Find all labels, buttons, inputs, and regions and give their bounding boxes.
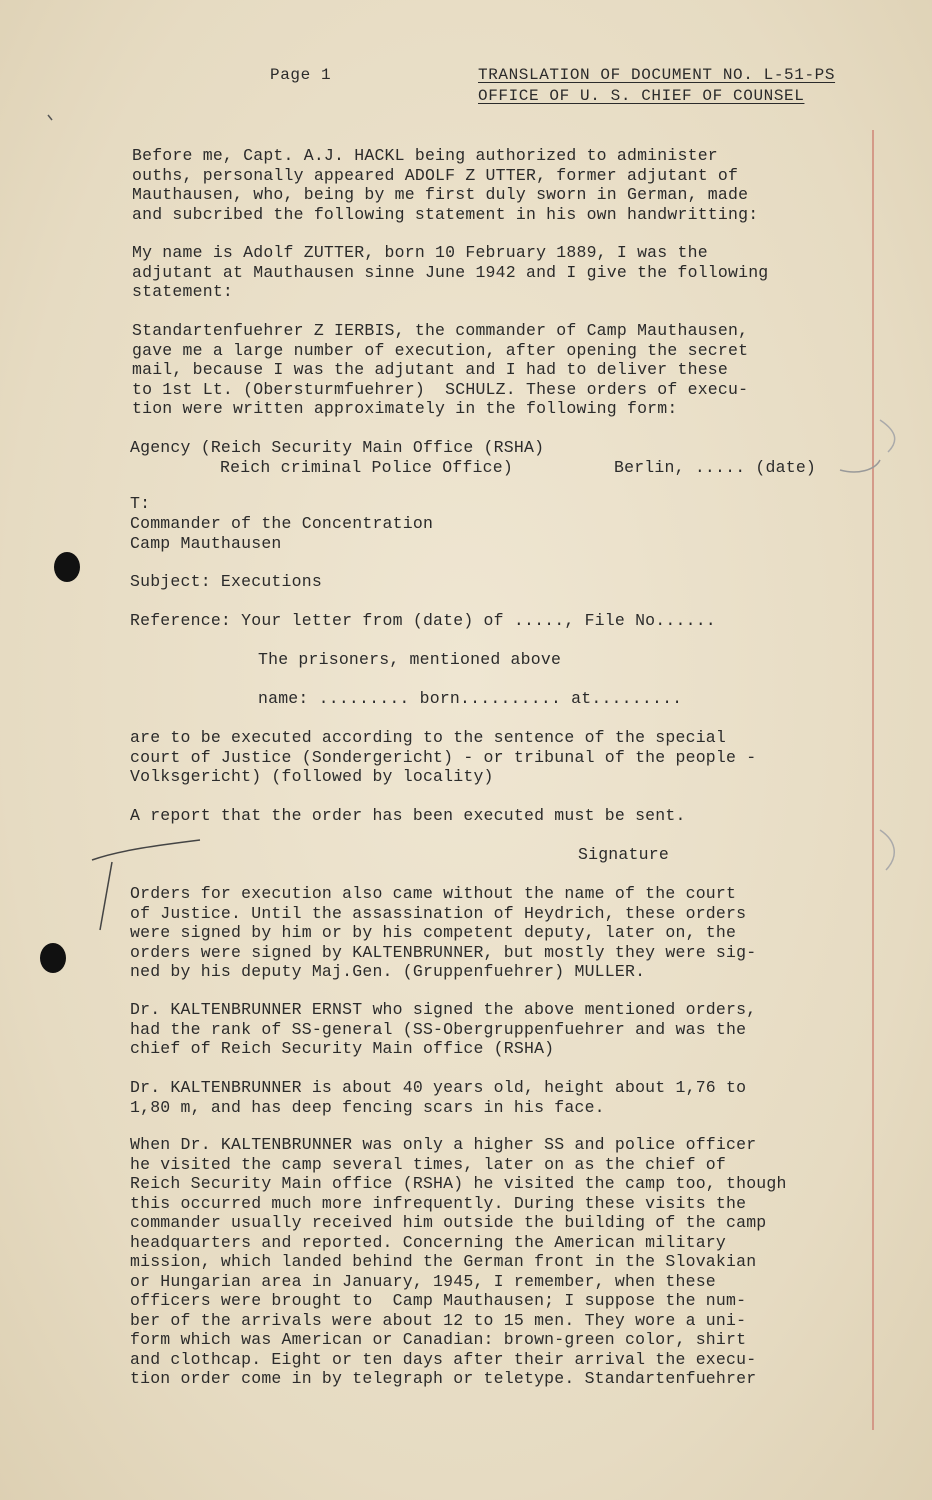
para-visits-6: headquarters and reported. Concerning the American military (130, 1232, 726, 1252)
para-visits-10: ber of the arrivals were about 12 to 15 men. They wore a uni- (130, 1310, 747, 1330)
punch-hole-top (54, 552, 80, 582)
name-born-line: name: ......... born.......... at......... (258, 689, 683, 708)
reference-line: Reference: Your letter from (date) of ....., File No...... (130, 611, 716, 630)
document-title: TRANSLATION OF DOCUMENT NO. L-51-PS (478, 66, 836, 84)
para-orders-2: gave me a large number of execution, after opening the secret (132, 340, 749, 360)
para-execution-2: of Justice. Until the assassination of Heydrich, these orders (130, 903, 747, 923)
para-visits-11: form which was American or Canadian: brown-green color, shirt (130, 1330, 747, 1349)
para-execution-5: ned by his deputy Maj.Gen. (Gruppenfuehrer) MULLER. (130, 962, 646, 981)
para-visits-1: When Dr. KALTENBRUNNER was only a higher SS and police officer (130, 1135, 757, 1154)
para-orders-4: to 1st Lt. (Obersturmfuehrer) SCHULZ. These orders of execu- (132, 379, 749, 399)
page-label: Page 1 (270, 66, 332, 84)
para-visits-5: commander usually received him outside the building of the camp (130, 1213, 767, 1232)
agency-line-2: Reich criminal Police Office) (220, 457, 513, 477)
para-name-3: statement: (132, 282, 234, 301)
subject-line: Subject: Executions (130, 572, 322, 591)
prisoners-line: The prisoners, mentioned above (258, 650, 562, 669)
para-execution-1: Orders for execution also came without the name of the court (130, 884, 737, 903)
para-orders-3: mail, because I was the adjutant and I had to deliver these (132, 360, 728, 379)
para-rank-1: Dr. KALTENBRUNNER ERNST who signed the above mentioned orders, (130, 1000, 757, 1019)
para-oath-4: and subcribed the following statement in his own handwritting: (132, 204, 759, 224)
para-visits-7: mission, which landed behind the German front in the Slovakian (130, 1252, 757, 1271)
para-visits-9: officers were brought to Camp Mauthausen; I suppose the num- (130, 1291, 747, 1310)
para-visits-12: and clothcap. Eight or ten days after their arrival the execu- (130, 1349, 757, 1369)
to-label: T: (130, 494, 151, 513)
signature-label: Signature (578, 845, 669, 864)
para-name-1: My name is Adolf ZUTTER, born 10 February 1889, I was the (132, 243, 708, 262)
agency-place-date: Berlin, ..... (date) (614, 457, 817, 477)
para-sentence-2: court of Justice (Sondergericht) - or tribunal of the people - (130, 747, 757, 767)
office-title: OFFICE OF U. S. CHIEF OF COUNSEL (478, 87, 805, 105)
para-sentence-3: Volksgericht) (followed by locality) (130, 767, 494, 786)
report-line: A report that the order has been executed must be sent. (130, 806, 686, 825)
para-execution-3: were signed by him or by his competent deputy, later on, the (130, 923, 737, 942)
para-visits-8: or Hungarian area in January, 1945, I remember, when these (130, 1271, 716, 1291)
para-orders-1: Standartenfuehrer Z IERBIS, the commander of Camp Mauthausen, (132, 321, 749, 340)
para-description-1: Dr. KALTENBRUNNER is about 40 years old, height about 1,76 to (130, 1078, 747, 1097)
addressee-line-1: Commander of the Concentration (130, 514, 434, 533)
para-visits-2: he visited the camp several times, later on as the chief of (130, 1154, 726, 1174)
para-description-2: 1,80 m, and has deep fencing scars in his face. (130, 1097, 605, 1117)
para-visits-13: tion order come in by telegraph or teletype. Standartenfuehrer (130, 1369, 757, 1388)
agency-line-1: Agency (Reich Security Main Office (RSHA) (130, 438, 545, 457)
para-rank-3: chief of Reich Security Main office (RSHA) (130, 1039, 555, 1058)
para-rank-2: had the rank of SS-general (SS-Obergruppenfuehrer and was the (130, 1019, 747, 1039)
para-visits-4: this occurred much more infrequently. During these visits the (130, 1193, 747, 1213)
para-oath-3: Mauthausen, who, being by me first duly sworn in German, made (132, 185, 749, 204)
para-oath-2: ouths, personally appeared ADOLF Z UTTER, former adjutant of (132, 165, 739, 185)
para-sentence-1: are to be executed according to the sentence of the special (130, 728, 726, 747)
punch-hole-bottom (40, 943, 66, 973)
para-oath-1: Before me, Capt. A.J. HACKL being authorized to administer (132, 146, 718, 165)
para-visits-3: Reich Security Main office (RSHA) he visited the camp too, though (130, 1174, 787, 1193)
addressee-line-2: Camp Mauthausen (130, 533, 282, 553)
para-name-2: adjutant at Mauthausen sinne June 1942 and I give the following (132, 262, 769, 282)
para-orders-5: tion were written approximately in the following form: (132, 399, 678, 418)
para-execution-4: orders were signed by KALTENBRUNNER, but mostly they were sig- (130, 942, 757, 962)
